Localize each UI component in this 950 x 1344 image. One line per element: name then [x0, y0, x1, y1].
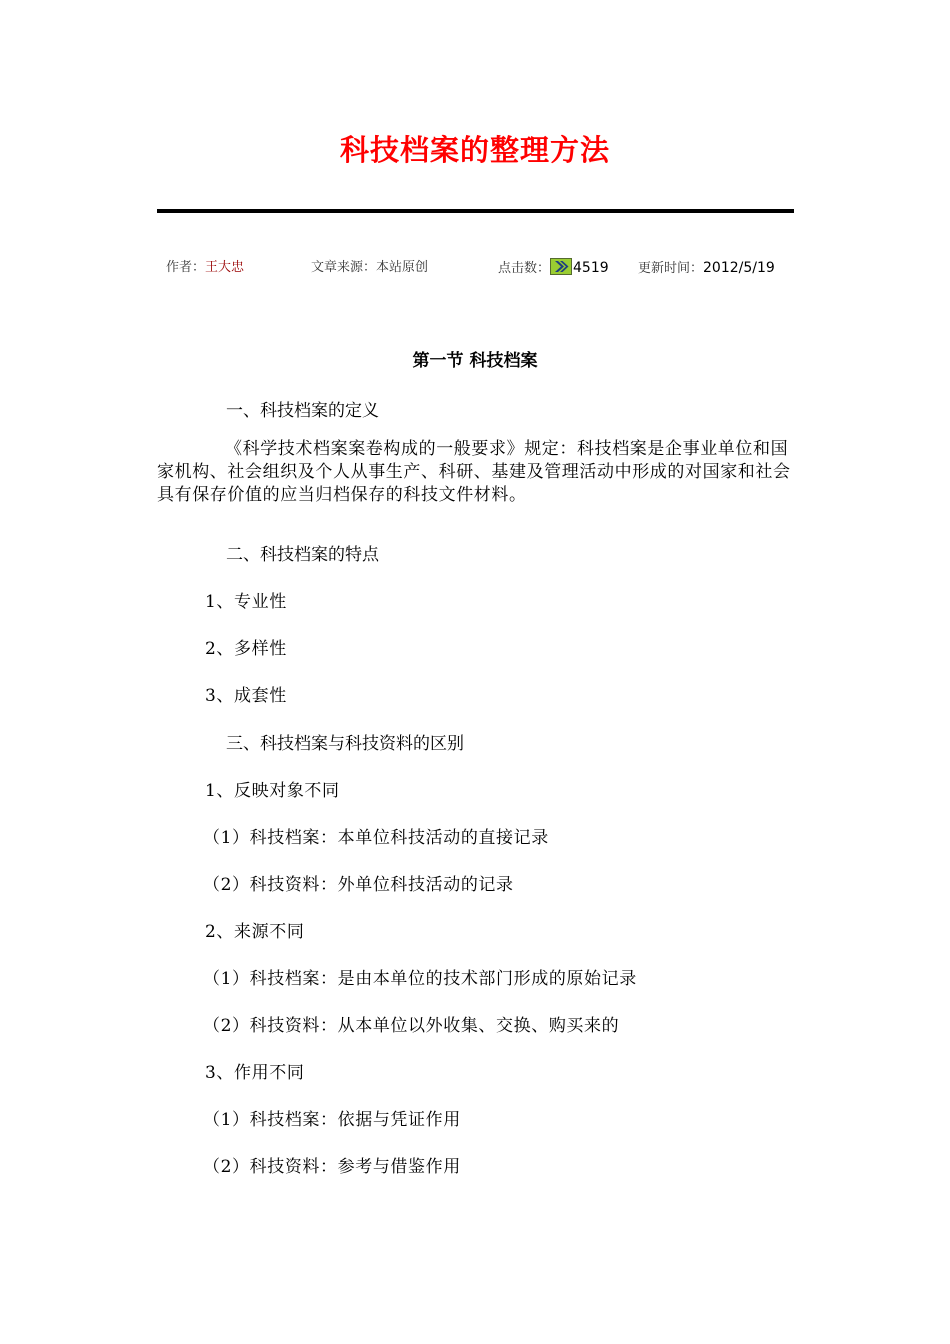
updated-date: 2012/5/19 — [703, 260, 775, 276]
clicks-label: 点击数： — [498, 261, 551, 276]
difference-item: （2）科技资料：参考与借鉴作用 — [203, 1157, 461, 1177]
meta-author — [166, 258, 244, 278]
source-value: 本站原创 — [376, 260, 429, 275]
difference-item: （1）科技档案：依据与凭证作用 — [203, 1110, 461, 1130]
feature-item: 2、多样性 — [205, 639, 287, 659]
heading-features: 二、科技档案的特点 — [226, 545, 379, 565]
arrow-badge-icon — [550, 258, 572, 275]
heading-differences: 三、科技档案与科技资料的区别 — [226, 734, 464, 754]
author-name[interactable]: 王大忠 — [205, 260, 245, 275]
feature-item: 3、成套性 — [205, 686, 287, 706]
difference-title: 2、来源不同 — [205, 922, 305, 942]
source-label: 文章来源： — [311, 260, 377, 275]
heading-definition: 一、科技档案的定义 — [226, 401, 379, 421]
difference-item: （2）科技资料：外单位科技活动的记录 — [203, 875, 514, 895]
article-title: 科技档案的整理方法 — [339, 133, 610, 167]
updated-label: 更新时间： — [638, 261, 704, 276]
clicks-count: 4519 — [573, 260, 609, 276]
definition-paragraph: 《科学技术档案案卷构成的一般要求》规定：科技档案是企事业单位和国家机构、社会组织及个人从事生产、科研、基建及管理活动中形成的对国家和社会具有保存价值的应当归档保存的科技文件材料。 — [157, 439, 791, 505]
difference-title: 3、作用不同 — [205, 1063, 305, 1083]
meta-source — [311, 258, 428, 278]
title-divider — [157, 209, 794, 213]
difference-item: （1）科技档案：是由本单位的技术部门形成的原始记录 — [203, 969, 637, 989]
meta-updated — [638, 258, 775, 278]
difference-item: （1）科技档案：本单位科技活动的直接记录 — [203, 828, 549, 848]
section-title: 第一节 科技档案 — [412, 351, 538, 371]
feature-item: 1、专业性 — [205, 592, 287, 612]
difference-item: （2）科技资料：从本单位以外收集、交换、购买来的 — [203, 1016, 620, 1036]
meta-clicks — [498, 258, 609, 278]
author-label: 作者： — [166, 260, 206, 275]
difference-title: 1、反映对象不同 — [205, 781, 340, 801]
